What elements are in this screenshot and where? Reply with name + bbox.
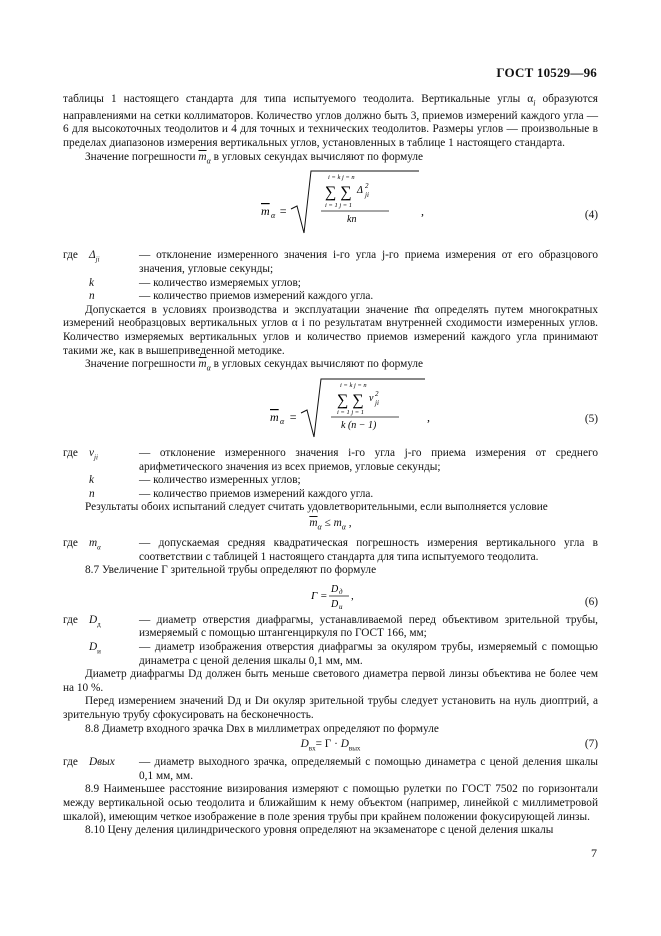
svg-text:ji: ji bbox=[365, 191, 369, 200]
svg-text:m: m bbox=[270, 410, 279, 425]
definition-n-2: n — количество приемов измерений каждого угла. bbox=[89, 487, 374, 500]
svg-text:i = 1 j = 1: i = 1 j = 1 bbox=[325, 202, 353, 210]
page-number: 7 bbox=[591, 846, 597, 860]
paragraph-3: Допускается в условиях производства и эксплуатации значение m̄α определять путем многократных измерений необразцовых вертикальных углов α i по результатам внутренней сходимости измеренных углов. Количество измеряемых вертикальных углов и количество приемов измерений каждого угла принимают такими же, как в вышеприведенной методике. bbox=[63, 303, 598, 357]
svg-text:2: 2 bbox=[375, 390, 379, 399]
paragraph-8-9: 8.9 Наименьшее расстояние визирования измеряют с помощью рулетки по ГОСТ 7502 по горизонтали между вертикальной осью теодолита и ближайшим к нему объектом (например, линейкой с миллиметровой шкалой), имеющим четкое изображение в поле зрения трубы при крайнем положении фокусирующей линзы. bbox=[63, 783, 598, 823]
paragraph-8-8: 8.8 Диаметр входного зрачка Dвх в миллиметрах определяют по формуле bbox=[85, 722, 439, 735]
definition-D-d: где $D_д$ — диаметр отверстия диафрагмы, устанавливаемой перед объективом зрительной трубы, измеряемый с помощью штангенциркуля по ГОСТ 166, мм; bbox=[63, 613, 598, 640]
svg-text:д: д bbox=[339, 587, 343, 596]
svg-text:i = k j = n: i = k j = n bbox=[340, 382, 367, 390]
svg-text:2: 2 bbox=[365, 182, 369, 191]
paragraph-1: таблицы 1 настоящего стандарта для типа испытуемого теодолита. Вертикальные углы $\alpha_i$ образуются направлениями на сетки коллиматоров. Количество углов должно быть 3, приемов измерений каждого угла — 6 для высокоточных теодолитов и 4 для точных и технических теодолитов. Размеры углов — произвольные в пределах диапазонов измерения вертикальных углов, установленных в таблице 1 настоящего стандарта. bbox=[63, 93, 598, 150]
definition-k: k — количество измеряемых углов; bbox=[89, 276, 301, 289]
formula-4-graphic bbox=[63, 169, 598, 247]
formula-6-graphic bbox=[63, 580, 598, 612]
svg-text:i = 1 j = 1: i = 1 j = 1 bbox=[337, 409, 365, 417]
formula-5-graphic bbox=[63, 377, 598, 445]
formula-5: m α = i = k j = n ∑ ∑ v 2 ji i = 1 j = 1 k (n − 1) , (5) bbox=[63, 377, 598, 445]
svg-text:kn: kn bbox=[347, 214, 357, 226]
svg-text:=: = bbox=[279, 204, 288, 219]
svg-text:D: D bbox=[331, 583, 339, 595]
paragraph-diaphragm: Диаметр диафрагмы Dд должен быть меньше светового диаметра первой линзы объектива не более чем на 10 %. bbox=[63, 668, 598, 694]
formula-7: $D_{вх}= Г \cdot D_{вых}$ (7) bbox=[300, 738, 598, 753]
definition-n: n — количество приемов измерений каждого угла. bbox=[89, 290, 374, 303]
paragraph-5: Результаты обоих испытаний следует считать удовлетворительными, если выполняется условие bbox=[85, 501, 548, 514]
svg-text:α: α bbox=[271, 211, 276, 221]
svg-text:i = k j = n: i = k j = n bbox=[328, 174, 355, 182]
definition-v: где $v_{ji}$ — отклонение измеренного значения i-го угла j-го приема измерения от среднего арифметического значения из всех приемов, угловые секунды; bbox=[63, 447, 598, 473]
formula-4: m α = i = k j = n ∑ ∑ Δ 2 ji i = 1 j = 1 kn , (4) bbox=[63, 169, 598, 247]
standard-number: ГОСТ 10529—96 bbox=[496, 65, 597, 80]
svg-text:Δ: Δ bbox=[357, 185, 363, 197]
svg-text:α: α bbox=[280, 417, 285, 427]
svg-text:∑ ∑: ∑ ∑ bbox=[337, 392, 364, 410]
formula-6: Г = D д D и , (6) bbox=[63, 580, 598, 612]
definition-D-vyh: где Dвых — диаметр выходного зрачка, определяемый с помощью динаметра с ценой деления шкалы 0,1 мм, мм. bbox=[63, 756, 598, 782]
svg-text:D: D bbox=[331, 598, 339, 610]
svg-text:k (n − 1): k (n − 1) bbox=[341, 420, 377, 432]
svg-text:,: , bbox=[427, 410, 430, 425]
svg-text:m: m bbox=[261, 204, 270, 219]
definition-D-i: $D_и$ — диаметр изображения отверстия диафрагмы за окуляром трубы, измеряемый с помощью динаметра с ценой деления шкалы 0,1 мм, мм. bbox=[89, 641, 598, 667]
svg-text:ji: ji bbox=[375, 399, 379, 408]
definition-delta: где $\Delta_{ji}$ — отклонение измеренного значения i-го угла j-го приема измерения от его образцового значения, угловые секунды; bbox=[63, 249, 598, 276]
definition-k-2: k — количество измеренных углов; bbox=[89, 474, 301, 487]
paragraph-4: Значение погрешности $\overline{m}_\alpha$ в угловых секундах вычисляют по формуле bbox=[85, 358, 424, 373]
svg-text:Г =: Г = bbox=[311, 589, 328, 602]
svg-text:,: , bbox=[351, 589, 354, 602]
condition-formula: $\overline{m}_\alpha \le m_\alpha$ , bbox=[309, 517, 352, 532]
svg-text:=: = bbox=[289, 410, 298, 425]
paragraph-before-measure: Перед измерением значений Dд и Dи окуляр зрительной трубы следует установить на нуль диоптрий, а зрительную трубу сфокусировать на бесконечность. bbox=[63, 695, 598, 721]
svg-text:,: , bbox=[421, 204, 424, 219]
svg-text:v: v bbox=[369, 393, 374, 405]
definition-m-alpha: где $m_\alpha$ — допускаемая средняя квадратическая погрешность измерения вертикального угла в соответствии с таблицей 1 настоящего стандарта для типа испытуемого теодолита. bbox=[63, 537, 598, 563]
svg-text:и: и bbox=[339, 602, 343, 611]
body-text bbox=[63, 93, 598, 838]
svg-text:∑ ∑: ∑ ∑ bbox=[325, 184, 352, 202]
paragraph-8-10: 8.10 Цену деления цилиндрического уровня определяют на экзаменаторе с ценой деления шкалы bbox=[85, 824, 554, 837]
paragraph-2: Значение погрешности $\overline{m}_\alpha$ в угловых секундах вычисляют по формуле bbox=[85, 150, 424, 165]
paragraph-8-7: 8.7 Увеличение Г зрительной трубы определяют по формуле bbox=[85, 564, 377, 577]
